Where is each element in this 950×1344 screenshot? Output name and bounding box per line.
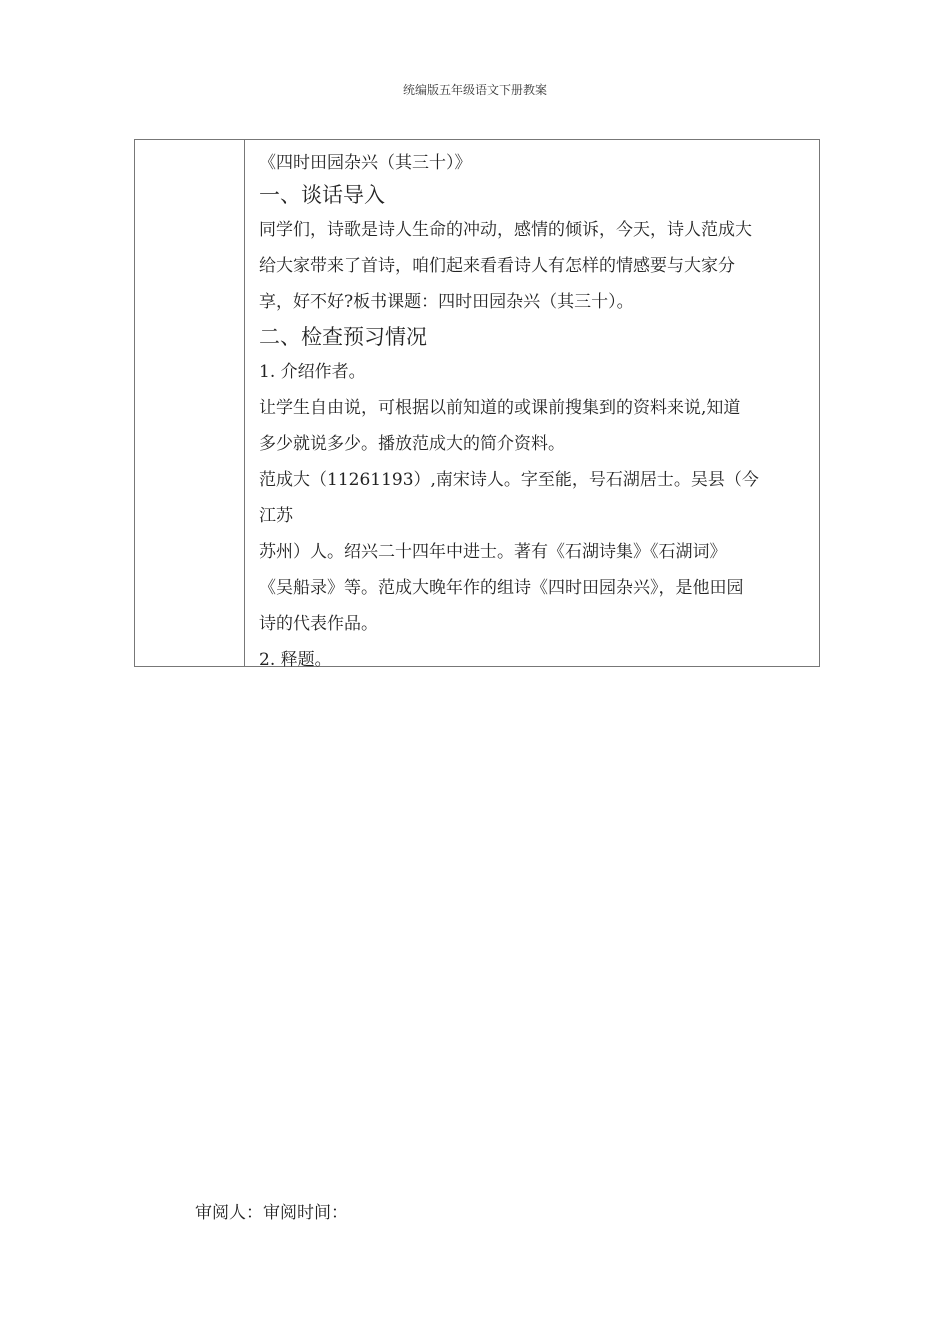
section-heading-intro: 一、谈话导入: [259, 183, 385, 207]
preview-line: 江苏: [259, 506, 293, 526]
review-footer: 审阅人：审阅时间：: [195, 1203, 348, 1223]
intro-line: 同学们，诗歌是诗人生命的冲动，感情的倾诉，今天，诗人范成大: [259, 220, 752, 240]
preview-line: 范成大（11261193）,南宋诗人。字至能，号石湖居士。吴县（今: [259, 470, 759, 490]
page-header: 统编版五年级语文下册教案: [402, 83, 547, 97]
preview-line: 苏州）人。绍兴二十四年中进士。著有《石湖诗集》《石湖词》: [259, 542, 727, 562]
lesson-title: 《四时田园杂兴（其三十）》: [259, 153, 472, 173]
preview-line: 《吴船录》等。范成大晚年作的组诗《四时田园杂兴》，是他田园: [259, 578, 744, 598]
lesson-table: [134, 139, 820, 670]
table-left-column: [135, 140, 245, 666]
preview-line: 让学生自由说，可根据以前知道的或课前搜集到的资料来说,知道: [259, 398, 741, 418]
preview-line: 诗的代表作品。: [259, 614, 378, 634]
table-content-cell: [245, 140, 819, 670]
list-item-title-explanation: 2. 释题。: [259, 650, 332, 670]
section-heading-preview: 二、检查预习情况: [259, 325, 427, 349]
intro-line: 享，好不好?板书课题：四时田园杂兴（其三十）。: [259, 292, 634, 312]
intro-line: 给大家带来了首诗，咱们起来看看诗人有怎样的情感要与大家分: [259, 256, 735, 276]
list-item-author: 1. 介绍作者。: [259, 362, 366, 382]
preview-line: 多少就说多少。播放范成大的简介资料。: [259, 434, 565, 454]
